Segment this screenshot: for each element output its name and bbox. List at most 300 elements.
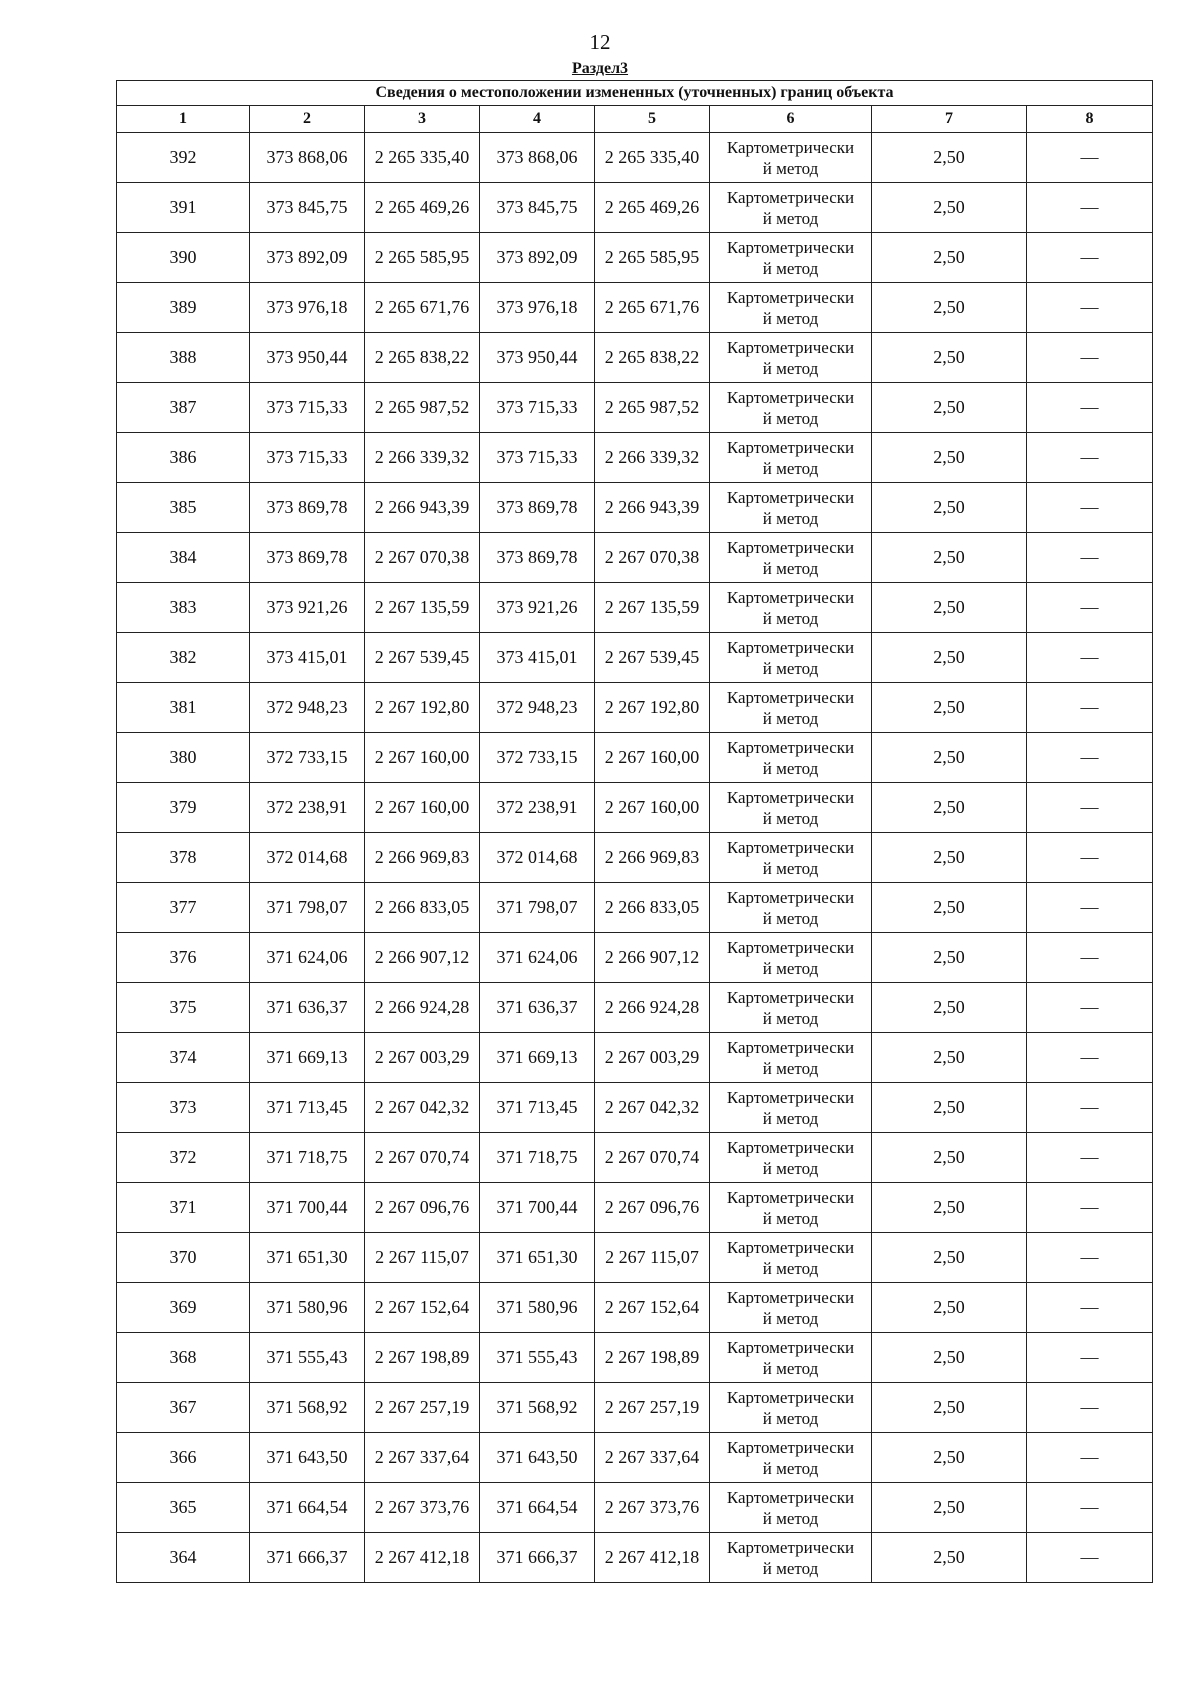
x-existing-cell: 373 976,18 xyxy=(250,283,365,333)
accuracy-cell: 2,50 xyxy=(872,1333,1027,1383)
x-refined-cell: 371 636,37 xyxy=(480,983,595,1033)
x-existing-cell: 372 238,91 xyxy=(250,783,365,833)
description-cell: — xyxy=(1027,283,1153,333)
x-existing-cell: 371 666,37 xyxy=(250,1533,365,1583)
point-number-cell: 379 xyxy=(117,783,250,833)
method-text: Картометрически xyxy=(726,1237,855,1257)
description-cell: — xyxy=(1027,1233,1153,1283)
column-number: 2 xyxy=(250,106,365,133)
table-row xyxy=(117,1383,1153,1433)
description-cell: — xyxy=(1027,783,1153,833)
table-caption: Сведения о местоположении измененных (уточненных) границ объекта xyxy=(117,81,1153,106)
point-number-cell: 385 xyxy=(117,483,250,533)
x-existing-cell: 373 950,44 xyxy=(250,333,365,383)
method-cell xyxy=(710,983,872,1033)
y-refined-cell: 2 267 257,19 xyxy=(595,1383,710,1433)
method-text: Картометрически xyxy=(726,887,855,907)
description-cell: — xyxy=(1027,583,1153,633)
method-text: й метод xyxy=(762,1258,819,1278)
x-refined-cell: 373 892,09 xyxy=(480,233,595,283)
accuracy-cell: 2,50 xyxy=(872,833,1027,883)
accuracy-cell: 2,50 xyxy=(872,933,1027,983)
method-text: Картометрически xyxy=(726,687,855,707)
accuracy-cell: 2,50 xyxy=(872,1283,1027,1333)
y-refined-cell: 2 267 096,76 xyxy=(595,1183,710,1233)
y-refined-cell: 2 266 339,32 xyxy=(595,433,710,483)
method-text: Картометрически xyxy=(726,637,855,657)
x-existing-cell: 373 869,78 xyxy=(250,483,365,533)
section-title: Раздел3 xyxy=(571,60,629,77)
table-row xyxy=(117,883,1153,933)
table-row xyxy=(117,1283,1153,1333)
x-existing-cell: 371 580,96 xyxy=(250,1283,365,1333)
method-text: Картометрически xyxy=(726,587,855,607)
description-cell: — xyxy=(1027,733,1153,783)
accuracy-cell: 2,50 xyxy=(872,633,1027,683)
point-number-cell: 383 xyxy=(117,583,250,633)
y-refined-cell: 2 267 160,00 xyxy=(595,733,710,783)
description-cell: — xyxy=(1027,133,1153,183)
y-refined-cell: 2 267 160,00 xyxy=(595,783,710,833)
method-cell xyxy=(710,533,872,583)
method-text: Картометрически xyxy=(726,437,855,457)
method-text: й метод xyxy=(762,708,819,728)
table-row xyxy=(117,833,1153,883)
point-number-cell: 368 xyxy=(117,1333,250,1383)
point-number-cell: 380 xyxy=(117,733,250,783)
y-existing-cell: 2 265 671,76 xyxy=(365,283,480,333)
accuracy-cell: 2,50 xyxy=(872,1433,1027,1483)
point-number-cell: 371 xyxy=(117,1183,250,1233)
description-cell: — xyxy=(1027,683,1153,733)
method-text: Картометрически xyxy=(726,137,855,157)
x-refined-cell: 371 624,06 xyxy=(480,933,595,983)
method-cell xyxy=(710,933,872,983)
column-number: 8 xyxy=(1027,106,1153,133)
method-text: Картометрически xyxy=(726,1287,855,1307)
description-cell: — xyxy=(1027,1033,1153,1083)
description-cell: — xyxy=(1027,1183,1153,1233)
page-number: 12 xyxy=(589,30,611,54)
accuracy-cell: 2,50 xyxy=(872,1483,1027,1533)
y-existing-cell: 2 265 838,22 xyxy=(365,333,480,383)
method-text: Картометрически xyxy=(726,1387,855,1407)
y-refined-cell: 2 266 969,83 xyxy=(595,833,710,883)
point-number-cell: 374 xyxy=(117,1033,250,1083)
x-refined-cell: 371 700,44 xyxy=(480,1183,595,1233)
table-row xyxy=(117,1333,1153,1383)
description-cell: — xyxy=(1027,1283,1153,1333)
table-row xyxy=(117,1183,1153,1233)
column-number: 5 xyxy=(595,106,710,133)
point-number-cell: 390 xyxy=(117,233,250,283)
y-refined-cell: 2 267 412,18 xyxy=(595,1533,710,1583)
table-row xyxy=(117,933,1153,983)
description-cell: — xyxy=(1027,1083,1153,1133)
x-refined-cell: 373 715,33 xyxy=(480,383,595,433)
x-refined-cell: 373 976,18 xyxy=(480,283,595,333)
y-existing-cell: 2 265 335,40 xyxy=(365,133,480,183)
method-cell xyxy=(710,683,872,733)
method-text: Картометрически xyxy=(726,1537,855,1557)
point-number-cell: 381 xyxy=(117,683,250,733)
method-cell xyxy=(710,883,872,933)
x-refined-cell: 373 845,75 xyxy=(480,183,595,233)
x-existing-cell: 373 869,78 xyxy=(250,533,365,583)
x-existing-cell: 371 555,43 xyxy=(250,1333,365,1383)
y-refined-cell: 2 267 152,64 xyxy=(595,1283,710,1333)
y-existing-cell: 2 267 160,00 xyxy=(365,783,480,833)
method-text: Картометрически xyxy=(726,187,855,207)
accuracy-cell: 2,50 xyxy=(872,183,1027,233)
description-cell: — xyxy=(1027,1383,1153,1433)
description-cell: — xyxy=(1027,1133,1153,1183)
y-refined-cell: 2 265 671,76 xyxy=(595,283,710,333)
method-cell xyxy=(710,1033,872,1083)
method-text: Картометрически xyxy=(726,537,855,557)
method-text: й метод xyxy=(762,1158,819,1178)
x-refined-cell: 372 948,23 xyxy=(480,683,595,733)
y-refined-cell: 2 265 335,40 xyxy=(595,133,710,183)
description-cell: — xyxy=(1027,433,1153,483)
description-cell: — xyxy=(1027,333,1153,383)
table-row xyxy=(117,233,1153,283)
y-existing-cell: 2 266 924,28 xyxy=(365,983,480,1033)
x-existing-cell: 371 669,13 xyxy=(250,1033,365,1083)
method-text: й метод xyxy=(762,1508,819,1528)
description-cell: — xyxy=(1027,383,1153,433)
x-existing-cell: 371 643,50 xyxy=(250,1433,365,1483)
accuracy-cell: 2,50 xyxy=(872,333,1027,383)
y-refined-cell: 2 267 070,38 xyxy=(595,533,710,583)
accuracy-cell: 2,50 xyxy=(872,133,1027,183)
y-refined-cell: 2 267 070,74 xyxy=(595,1133,710,1183)
description-cell: — xyxy=(1027,1333,1153,1383)
accuracy-cell: 2,50 xyxy=(872,983,1027,1033)
x-refined-cell: 371 798,07 xyxy=(480,883,595,933)
point-number-cell: 365 xyxy=(117,1483,250,1533)
table-row xyxy=(117,433,1153,483)
method-cell xyxy=(710,383,872,433)
method-text: Картометрически xyxy=(726,337,855,357)
method-cell xyxy=(710,1283,872,1333)
method-text: й метод xyxy=(762,608,819,628)
accuracy-cell: 2,50 xyxy=(872,233,1027,283)
column-number: 4 xyxy=(480,106,595,133)
accuracy-cell: 2,50 xyxy=(872,583,1027,633)
table-row xyxy=(117,483,1153,533)
point-number-cell: 367 xyxy=(117,1383,250,1433)
x-refined-cell: 372 733,15 xyxy=(480,733,595,783)
table-row xyxy=(117,383,1153,433)
method-text: Картометрически xyxy=(726,737,855,757)
x-refined-cell: 373 415,01 xyxy=(480,633,595,683)
table-row xyxy=(117,1133,1153,1183)
x-existing-cell: 372 014,68 xyxy=(250,833,365,883)
method-text: й метод xyxy=(762,1108,819,1128)
method-text: й метод xyxy=(762,558,819,578)
y-existing-cell: 2 267 070,38 xyxy=(365,533,480,583)
column-number: 3 xyxy=(365,106,480,133)
y-existing-cell: 2 267 152,64 xyxy=(365,1283,480,1333)
y-refined-cell: 2 267 003,29 xyxy=(595,1033,710,1083)
method-cell xyxy=(710,183,872,233)
y-existing-cell: 2 267 373,76 xyxy=(365,1483,480,1533)
column-number-row xyxy=(117,106,1153,133)
point-number-cell: 375 xyxy=(117,983,250,1033)
x-existing-cell: 371 636,37 xyxy=(250,983,365,1033)
y-existing-cell: 2 267 539,45 xyxy=(365,633,480,683)
y-existing-cell: 2 267 412,18 xyxy=(365,1533,480,1583)
table-row xyxy=(117,1483,1153,1533)
method-cell xyxy=(710,1183,872,1233)
method-text: Картометрически xyxy=(726,937,855,957)
method-cell xyxy=(710,283,872,333)
method-text: Картометрически xyxy=(726,1337,855,1357)
x-refined-cell: 371 568,92 xyxy=(480,1383,595,1433)
method-text: й метод xyxy=(762,958,819,978)
accuracy-cell: 2,50 xyxy=(872,383,1027,433)
point-number-cell: 384 xyxy=(117,533,250,583)
accuracy-cell: 2,50 xyxy=(872,883,1027,933)
x-existing-cell: 371 664,54 xyxy=(250,1483,365,1533)
x-existing-cell: 373 892,09 xyxy=(250,233,365,283)
x-existing-cell: 371 651,30 xyxy=(250,1233,365,1283)
method-cell xyxy=(710,733,872,783)
y-existing-cell: 2 267 115,07 xyxy=(365,1233,480,1283)
y-refined-cell: 2 267 337,64 xyxy=(595,1433,710,1483)
method-text: й метод xyxy=(762,458,819,478)
x-refined-cell: 371 651,30 xyxy=(480,1233,595,1283)
x-existing-cell: 371 798,07 xyxy=(250,883,365,933)
table-row xyxy=(117,983,1153,1033)
table-row xyxy=(117,583,1153,633)
method-text: й метод xyxy=(762,908,819,928)
y-refined-cell: 2 267 373,76 xyxy=(595,1483,710,1533)
x-existing-cell: 373 845,75 xyxy=(250,183,365,233)
method-text: й метод xyxy=(762,258,819,278)
y-existing-cell: 2 267 042,32 xyxy=(365,1083,480,1133)
y-existing-cell: 2 267 257,19 xyxy=(365,1383,480,1433)
x-refined-cell: 371 664,54 xyxy=(480,1483,595,1533)
y-existing-cell: 2 267 160,00 xyxy=(365,733,480,783)
x-existing-cell: 373 715,33 xyxy=(250,433,365,483)
x-refined-cell: 371 669,13 xyxy=(480,1033,595,1083)
accuracy-cell: 2,50 xyxy=(872,1233,1027,1283)
x-refined-cell: 373 950,44 xyxy=(480,333,595,383)
point-number-cell: 386 xyxy=(117,433,250,483)
method-text: Картометрически xyxy=(726,1137,855,1157)
y-existing-cell: 2 267 198,89 xyxy=(365,1333,480,1383)
method-cell xyxy=(710,1083,872,1133)
accuracy-cell: 2,50 xyxy=(872,1083,1027,1133)
x-existing-cell: 371 568,92 xyxy=(250,1383,365,1433)
x-refined-cell: 371 555,43 xyxy=(480,1333,595,1383)
x-refined-cell: 372 238,91 xyxy=(480,783,595,833)
method-text: Картометрически xyxy=(726,1037,855,1057)
method-cell xyxy=(710,783,872,833)
method-text: й метод xyxy=(762,758,819,778)
x-refined-cell: 371 713,45 xyxy=(480,1083,595,1133)
description-cell: — xyxy=(1027,483,1153,533)
y-refined-cell: 2 265 585,95 xyxy=(595,233,710,283)
table-row xyxy=(117,733,1153,783)
method-cell xyxy=(710,433,872,483)
table-row xyxy=(117,1233,1153,1283)
x-refined-cell: 371 580,96 xyxy=(480,1283,595,1333)
method-text: Картометрически xyxy=(726,987,855,1007)
point-number-cell: 378 xyxy=(117,833,250,883)
method-cell xyxy=(710,483,872,533)
method-text: Картометрически xyxy=(726,1437,855,1457)
description-cell: — xyxy=(1027,633,1153,683)
method-cell xyxy=(710,1133,872,1183)
method-cell xyxy=(710,1383,872,1433)
accuracy-cell: 2,50 xyxy=(872,1383,1027,1433)
method-cell xyxy=(710,833,872,883)
y-refined-cell: 2 267 042,32 xyxy=(595,1083,710,1133)
x-refined-cell: 371 643,50 xyxy=(480,1433,595,1483)
method-cell xyxy=(710,133,872,183)
x-existing-cell: 373 868,06 xyxy=(250,133,365,183)
y-existing-cell: 2 267 003,29 xyxy=(365,1033,480,1083)
method-text: й метод xyxy=(762,858,819,878)
point-number-cell: 364 xyxy=(117,1533,250,1583)
method-text: й метод xyxy=(762,508,819,528)
accuracy-cell: 2,50 xyxy=(872,433,1027,483)
point-number-cell: 376 xyxy=(117,933,250,983)
method-cell xyxy=(710,333,872,383)
point-number-cell: 366 xyxy=(117,1433,250,1483)
y-existing-cell: 2 267 135,59 xyxy=(365,583,480,633)
description-cell: — xyxy=(1027,1533,1153,1583)
method-text: й метод xyxy=(762,1408,819,1428)
method-text: Картометрически xyxy=(726,1187,855,1207)
description-cell: — xyxy=(1027,1433,1153,1483)
point-number-cell: 391 xyxy=(117,183,250,233)
table-row xyxy=(117,1533,1153,1583)
x-existing-cell: 373 921,26 xyxy=(250,583,365,633)
method-cell xyxy=(710,1483,872,1533)
y-existing-cell: 2 267 096,76 xyxy=(365,1183,480,1233)
point-number-cell: 370 xyxy=(117,1233,250,1283)
point-number-cell: 392 xyxy=(117,133,250,183)
point-number-cell: 388 xyxy=(117,333,250,383)
method-cell xyxy=(710,583,872,633)
method-cell xyxy=(710,633,872,683)
description-cell: — xyxy=(1027,933,1153,983)
method-text: й метод xyxy=(762,308,819,328)
method-text: Картометрически xyxy=(726,1487,855,1507)
accuracy-cell: 2,50 xyxy=(872,533,1027,583)
point-number-cell: 369 xyxy=(117,1283,250,1333)
point-number-cell: 382 xyxy=(117,633,250,683)
y-existing-cell: 2 267 070,74 xyxy=(365,1133,480,1183)
description-cell: — xyxy=(1027,833,1153,883)
table-row xyxy=(117,333,1153,383)
coordinates-table xyxy=(116,80,1153,1583)
method-text: й метод xyxy=(762,408,819,428)
y-refined-cell: 2 267 198,89 xyxy=(595,1333,710,1383)
method-text: й метод xyxy=(762,1208,819,1228)
method-text: й метод xyxy=(762,1358,819,1378)
table-row xyxy=(117,633,1153,683)
table-row xyxy=(117,1433,1153,1483)
y-refined-cell: 2 265 838,22 xyxy=(595,333,710,383)
method-text: й метод xyxy=(762,358,819,378)
y-existing-cell: 2 265 585,95 xyxy=(365,233,480,283)
table-row xyxy=(117,183,1153,233)
y-existing-cell: 2 266 907,12 xyxy=(365,933,480,983)
description-cell: — xyxy=(1027,983,1153,1033)
x-existing-cell: 372 948,23 xyxy=(250,683,365,733)
method-text: Картометрически xyxy=(726,1087,855,1107)
description-cell: — xyxy=(1027,233,1153,283)
x-refined-cell: 373 869,78 xyxy=(480,483,595,533)
point-number-cell: 377 xyxy=(117,883,250,933)
method-cell xyxy=(710,1333,872,1383)
y-refined-cell: 2 266 907,12 xyxy=(595,933,710,983)
y-refined-cell: 2 266 924,28 xyxy=(595,983,710,1033)
accuracy-cell: 2,50 xyxy=(872,1533,1027,1583)
y-existing-cell: 2 267 337,64 xyxy=(365,1433,480,1483)
x-refined-cell: 373 921,26 xyxy=(480,583,595,633)
x-existing-cell: 373 715,33 xyxy=(250,383,365,433)
x-existing-cell: 373 415,01 xyxy=(250,633,365,683)
y-refined-cell: 2 265 469,26 xyxy=(595,183,710,233)
y-refined-cell: 2 267 192,80 xyxy=(595,683,710,733)
y-refined-cell: 2 265 987,52 xyxy=(595,383,710,433)
x-refined-cell: 372 014,68 xyxy=(480,833,595,883)
y-refined-cell: 2 266 833,05 xyxy=(595,883,710,933)
point-number-cell: 372 xyxy=(117,1133,250,1183)
method-text: й метод xyxy=(762,1558,819,1578)
method-cell xyxy=(710,1433,872,1483)
method-text: Картометрически xyxy=(726,787,855,807)
table-row xyxy=(117,783,1153,833)
accuracy-cell: 2,50 xyxy=(872,1033,1027,1083)
x-refined-cell: 373 869,78 xyxy=(480,533,595,583)
table-row xyxy=(117,683,1153,733)
table-row xyxy=(117,533,1153,583)
column-number: 1 xyxy=(117,106,250,133)
method-cell xyxy=(710,1533,872,1583)
accuracy-cell: 2,50 xyxy=(872,483,1027,533)
y-existing-cell: 2 267 192,80 xyxy=(365,683,480,733)
accuracy-cell: 2,50 xyxy=(872,783,1027,833)
y-existing-cell: 2 266 833,05 xyxy=(365,883,480,933)
x-refined-cell: 373 868,06 xyxy=(480,133,595,183)
method-cell xyxy=(710,1233,872,1283)
accuracy-cell: 2,50 xyxy=(872,1133,1027,1183)
description-cell: — xyxy=(1027,183,1153,233)
method-text: Картометрически xyxy=(726,237,855,257)
y-existing-cell: 2 265 469,26 xyxy=(365,183,480,233)
point-number-cell: 373 xyxy=(117,1083,250,1133)
method-text: й метод xyxy=(762,1458,819,1478)
y-existing-cell: 2 266 339,32 xyxy=(365,433,480,483)
method-text: й метод xyxy=(762,1008,819,1028)
description-cell: — xyxy=(1027,883,1153,933)
y-refined-cell: 2 266 943,39 xyxy=(595,483,710,533)
y-refined-cell: 2 267 115,07 xyxy=(595,1233,710,1283)
method-text: й метод xyxy=(762,208,819,228)
table-row xyxy=(117,1083,1153,1133)
table-row xyxy=(117,133,1153,183)
accuracy-cell: 2,50 xyxy=(872,1183,1027,1233)
column-number: 7 xyxy=(872,106,1027,133)
method-text: й метод xyxy=(762,1308,819,1328)
